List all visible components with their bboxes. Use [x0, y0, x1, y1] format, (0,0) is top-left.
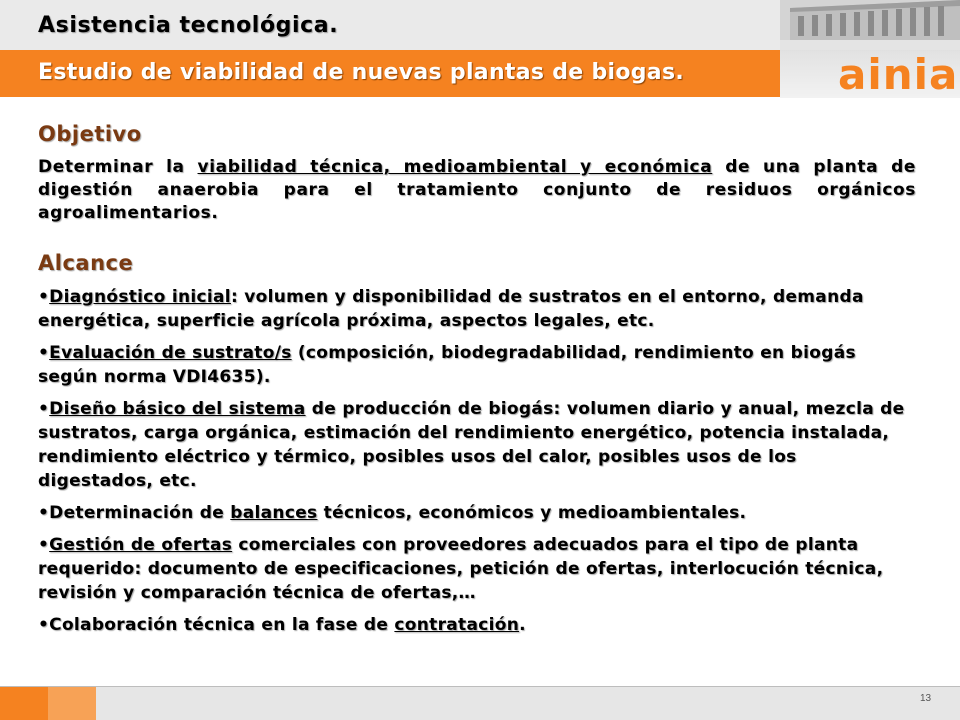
objetivo-text-underlined: viabilidad técnica, medioambiental y económica: [197, 157, 713, 177]
bullet-marker: •: [38, 343, 50, 363]
slide-content: [38, 122, 916, 645]
objetivo-heading: Objetivo: [38, 122, 142, 146]
item-text: Colaboración técnica en la fase de: [49, 615, 395, 635]
list-item: [38, 533, 916, 605]
item-underlined-text: contratación: [394, 615, 520, 635]
bullet-marker: •: [38, 535, 50, 555]
item-text: de producción de biogás: volumen diario y anual, mezcla de sustratos, carga orgánica, estimación del rendimiento energético, potencia instalada, rendimiento eléctrico y térmico, posibles usos del calor, posibles usos de los digestados, etc.: [38, 399, 905, 491]
objetivo-text-part: de una planta de digestión anaerobia para el tratamiento conjunto de residuos orgánicos agroalimentarios.: [38, 157, 917, 223]
bullet-marker: •: [38, 399, 50, 419]
list-item: [38, 341, 916, 389]
ainia-logo: ainia: [838, 50, 959, 99]
alcance-list: [38, 285, 916, 637]
item-underlined-text: Gestión de ofertas: [49, 535, 233, 555]
list-item: [38, 613, 916, 637]
item-underlined-text: Diseño básico del sistema: [49, 399, 306, 419]
list-item: [38, 501, 916, 525]
list-item: [38, 397, 916, 493]
building-photo-icon: [780, 0, 960, 50]
slide-subtitle: Estudio de viabilidad de nuevas plantas de biogas.: [38, 60, 684, 85]
item-text: .: [519, 615, 526, 635]
footer-accent-block-light: [48, 687, 96, 720]
bullet-marker: •: [38, 615, 50, 635]
slide-title: Asistencia tecnológica.: [38, 13, 339, 38]
item-underlined-text: Diagnóstico inicial: [49, 287, 231, 307]
alcance-heading: Alcance: [38, 251, 134, 275]
bullet-marker: •: [38, 287, 50, 307]
item-text: comerciales con proveedores adecuados para el tipo de planta requerido: documento de especificaciones, petición de ofertas, interlocución técnica, revisión y comparación técnica de ofertas,…: [38, 535, 884, 603]
item-underlined-text: balances: [230, 503, 318, 523]
item-text: técnicos, económicos y medioambientales.: [317, 503, 747, 523]
bullet-marker: •: [38, 503, 50, 523]
item-text: : volumen y disponibilidad de sustratos en el entorno, demanda energética, superficie agrícola próxima, aspectos legales, etc.: [38, 287, 864, 331]
item-underlined-text: Evaluación de sustrato/s: [49, 343, 292, 363]
objetivo-text: [38, 156, 916, 225]
page-number: 13: [920, 693, 932, 704]
footer-band: [96, 687, 960, 720]
list-item: [38, 285, 916, 333]
objetivo-text-part: Determinar la: [38, 157, 198, 177]
item-text: (composición, biodegradabilidad, rendimiento en biogás según norma VDI4635).: [38, 343, 856, 387]
item-text: Determinación de: [49, 503, 231, 523]
footer-accent-block: [0, 687, 48, 720]
